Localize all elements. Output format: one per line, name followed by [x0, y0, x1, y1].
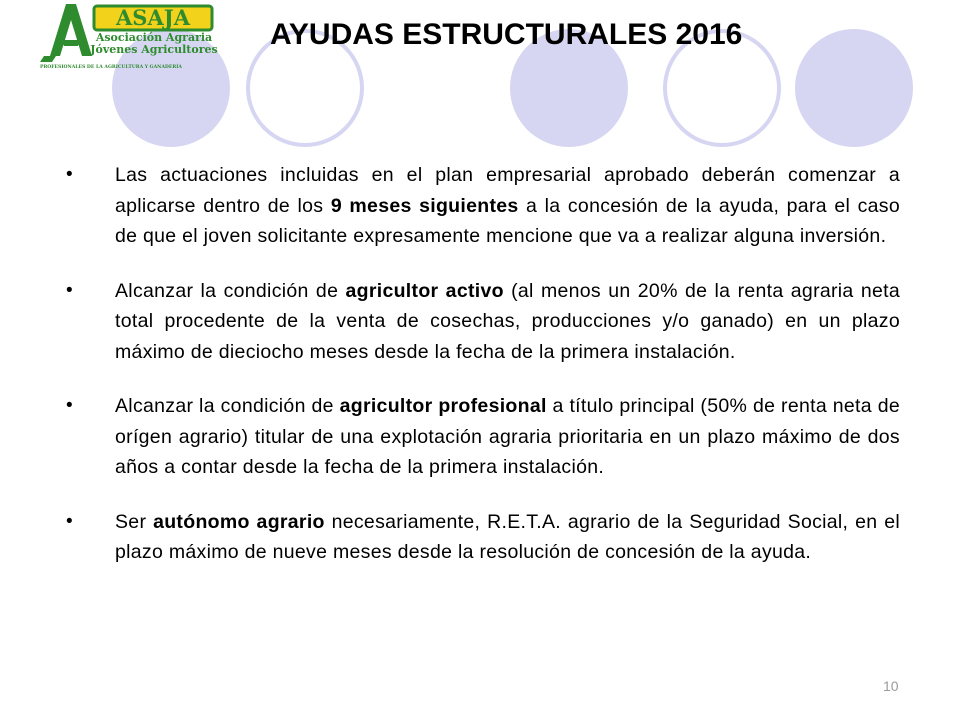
bullet-text-after: (al menos un 20% de la renta agraria neta total procedente de la venta de cosechas, producciones y/o ganado) en un plazo máximo de dieciocho meses desde la fecha de la primera instalación. — [115, 279, 900, 363]
bullet-text-bold: agricultor profesional — [339, 395, 547, 417]
bullet-text-after: a la concesión de la ayuda, para el caso de que el joven solicitante expresamente mencione que va a realizar alguna inversión. — [115, 194, 900, 247]
bullet-text-before: Las actuaciones incluidas en el plan empresarial aprobado deberán comenzar a aplicarse dentro de los — [115, 164, 900, 217]
bullet-text-after: necesariamente, R.E.T.A. agrario de la Seguridad Social, en el plazo máximo de nueve meses desde la resolución de concesión de la ayuda. — [115, 510, 900, 563]
bullet-marker: • — [66, 395, 73, 416]
bullet-text-bold: agricultor activo — [345, 279, 504, 302]
page-number: 10 — [883, 678, 899, 694]
bullet-text-after: a título principal (50% de renta neta de orígen agrario) titular de una explotación agraria prioritaria en un plazo máximo de dos años a contar desde la fecha de la primera instalación. — [115, 395, 900, 478]
bullet-text-bold: 9 meses siguientes — [330, 194, 519, 217]
slide-title: AYUDAS ESTRUCTURALES 2016 — [270, 18, 743, 51]
bullet-marker: • — [66, 279, 73, 301]
logo-tagline: PROFESIONALES DE LA AGRICULTURA Y GANADERÍA — [40, 65, 182, 70]
bullet-item — [60, 391, 900, 483]
bullet-marker: • — [66, 164, 73, 185]
bullet-text-before: Alcanzar la condición de — [115, 395, 340, 417]
bullet-text-before: Alcanzar la condición de — [115, 279, 346, 302]
decorative-circle — [795, 29, 913, 147]
logo-line2: Jóvenes Agricultores — [90, 43, 218, 56]
bullet-item — [60, 276, 900, 368]
asaja-logo — [36, 0, 226, 70]
logo-line1: Asociación Agraria — [95, 31, 213, 44]
logo-name: ASAJA — [116, 5, 190, 30]
bullet-text-bold: autónomo agrario — [153, 510, 325, 533]
bullet-text-before: Ser — [115, 510, 154, 533]
bullet-item — [60, 160, 900, 252]
bullet-list — [60, 160, 900, 592]
bullet-marker: • — [66, 510, 73, 532]
bullet-item — [60, 507, 900, 568]
